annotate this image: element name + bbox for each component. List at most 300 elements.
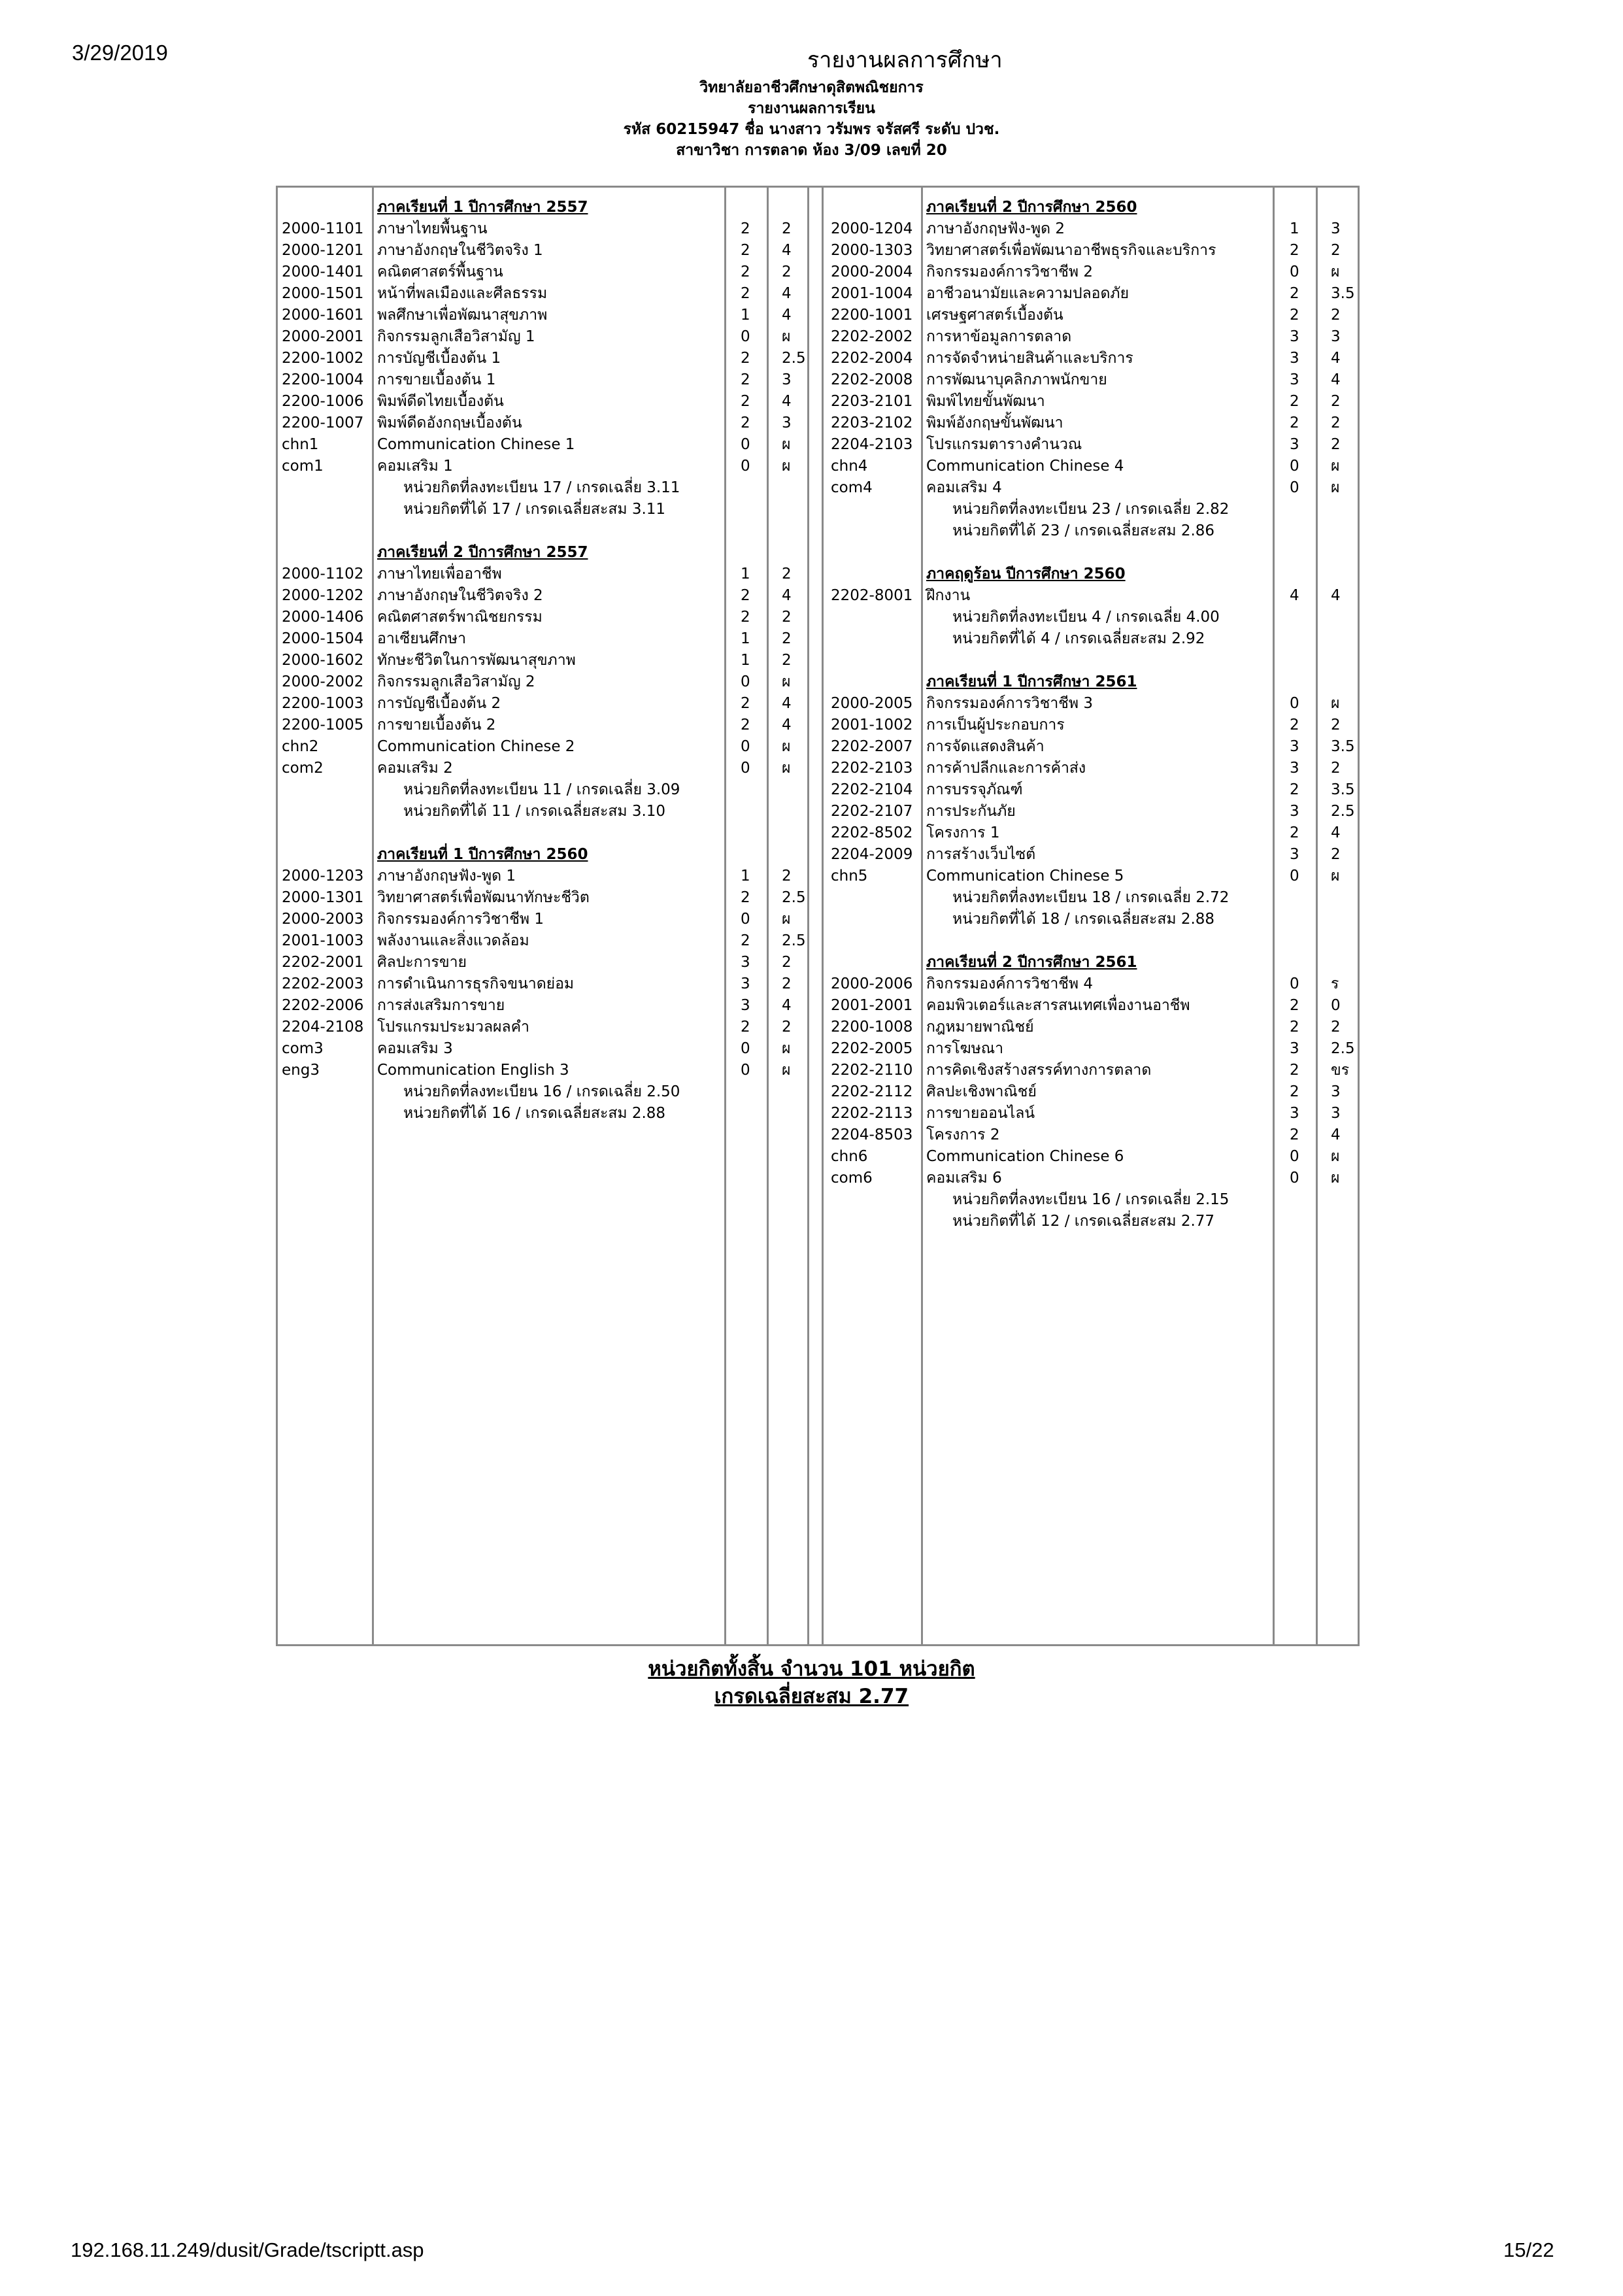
course-grade: 2 — [1331, 1019, 1341, 1036]
course-row — [278, 607, 807, 628]
semester-summary — [827, 607, 1356, 628]
course-row — [827, 1146, 1356, 1168]
course-credit: 0 — [741, 911, 750, 928]
course-row — [827, 585, 1356, 607]
course-credit: 0 — [1290, 263, 1299, 280]
semester-summary — [278, 1103, 807, 1124]
course-code: 2204-8503 — [831, 1126, 913, 1143]
course-grade: 2 — [782, 652, 792, 669]
course-row — [278, 585, 807, 607]
course-code: chn2 — [282, 738, 319, 755]
total-gpa: เกรดเฉลี่ยสะสม 2.77 — [714, 1685, 909, 1708]
course-row — [827, 779, 1356, 801]
course-credit: 2 — [741, 932, 750, 949]
course-grade: 4 — [1331, 587, 1341, 604]
summary-text: หน่วยกิตที่ลงทะเบียน 18 / เกรดเฉลี่ย 2.72 — [952, 889, 1230, 906]
course-name: ภาษาอังกฤษในชีวิตจริง 1 — [377, 242, 543, 259]
course-row — [278, 564, 807, 585]
course-code: 2202-2006 — [282, 997, 364, 1014]
summary-text: หน่วยกิตที่ลงทะเบียน 17 / เกรดเฉลี่ย 3.11 — [403, 479, 680, 496]
course-credit: 1 — [741, 307, 750, 324]
course-row — [827, 434, 1356, 456]
course-name: ทักษะชีวิตในการพัฒนาสุขภาพ — [377, 652, 576, 669]
course-credit: 3 — [1290, 1105, 1299, 1122]
course-name: โครงการ 1 — [926, 824, 1000, 841]
course-grade: 4 — [782, 997, 792, 1014]
course-name: คอมเสริม 4 — [926, 479, 1002, 496]
left-column — [278, 197, 807, 1124]
course-credit: 3 — [741, 975, 750, 992]
semester-heading — [827, 197, 1356, 218]
course-code: 2204-2009 — [831, 846, 913, 863]
course-credit: 2 — [741, 1019, 750, 1036]
course-credit: 3 — [1290, 846, 1299, 863]
course-code: 2000-2004 — [831, 263, 913, 280]
course-grade: 4 — [782, 717, 792, 734]
course-name: กิจกรรมลูกเสือวิสามัญ 1 — [377, 328, 535, 345]
course-name: การจัดจำหน่ายสินค้าและบริการ — [926, 350, 1133, 367]
course-credit: 0 — [741, 458, 750, 475]
course-row — [278, 693, 807, 715]
summary-text: หน่วยกิตที่ได้ 16 / เกรดเฉลี่ยสะสม 2.88 — [403, 1105, 666, 1122]
course-code: 2000-1504 — [282, 630, 364, 647]
course-name: การประกันภัย — [926, 803, 1016, 820]
course-name: การดำเนินการธุรกิจขนาดย่อม — [377, 975, 575, 992]
report-title: รายงานผลการเรียน — [748, 100, 875, 117]
course-name: พิมพ์ดีดอังกฤษเบื้องต้น — [377, 414, 522, 431]
summary-text: หน่วยกิตที่ลงทะเบียน 16 / เกรดเฉลี่ย 2.15 — [952, 1191, 1230, 1208]
course-name: ภาษาไทยพื้นฐาน — [377, 220, 488, 237]
course-grade: 2.5 — [782, 350, 806, 367]
course-code: 2000-1501 — [282, 285, 364, 302]
course-credit: 2 — [741, 371, 750, 388]
course-row — [827, 822, 1356, 844]
course-grade: 4 — [782, 285, 792, 302]
course-row — [278, 326, 807, 348]
course-name: การจัดแสดงสินค้า — [926, 738, 1045, 755]
course-row — [827, 369, 1356, 391]
course-name: วิทยาศาสตร์เพื่อพัฒนาทักษะชีวิต — [377, 889, 590, 906]
header-title: รายงานผลการศึกษา — [807, 47, 1003, 73]
course-code: 2202-8502 — [831, 824, 913, 841]
course-grade: 3 — [1331, 1105, 1341, 1122]
course-code: 2200-1008 — [831, 1019, 913, 1036]
course-grade: 2 — [1331, 760, 1341, 777]
summary-text: หน่วยกิตที่ได้ 12 / เกรดเฉลี่ยสะสม 2.77 — [952, 1213, 1215, 1230]
course-grade: ร — [1331, 975, 1339, 992]
course-credit: 1 — [1290, 220, 1299, 237]
course-code: 2000-1303 — [831, 242, 913, 259]
semester-title: ภาคเรียนที่ 1 ปีการศึกษา 2560 — [377, 846, 588, 863]
course-row — [278, 434, 807, 456]
course-grade: ผ — [1331, 479, 1340, 496]
course-name: คอมพิวเตอร์และสารสนเทศเพื่องานอาชีพ — [926, 997, 1190, 1014]
course-code: 2203-2102 — [831, 414, 913, 431]
course-code: 2202-2107 — [831, 803, 913, 820]
course-credit: 3 — [1290, 371, 1299, 388]
course-grade: 2 — [782, 954, 792, 971]
course-name: การคิดเชิงสร้างสรรค์ทางการตลาด — [926, 1062, 1152, 1079]
semester-summary — [827, 887, 1356, 909]
course-row — [827, 801, 1356, 822]
course-credit: 2 — [741, 414, 750, 431]
course-credit: 2 — [741, 242, 750, 259]
course-grade: 2.5 — [782, 889, 806, 906]
course-name: กฎหมายพาณิชย์ — [926, 1019, 1034, 1036]
course-name: การบรรจุภัณฑ์ — [926, 781, 1023, 798]
course-name: ภาษาอังกฤษฟัง-พูด 1 — [377, 868, 516, 885]
course-grade: 2 — [782, 975, 792, 992]
semester-summary — [827, 1211, 1356, 1232]
course-row — [827, 305, 1356, 326]
course-credit: 3 — [1290, 436, 1299, 453]
course-row — [278, 671, 807, 693]
spacer-row — [278, 520, 807, 542]
course-grade: ผ — [782, 458, 791, 475]
course-name: ศิลปะเชิงพาณิชย์ — [926, 1083, 1037, 1100]
course-row — [827, 218, 1356, 240]
course-name: คอมเสริม 6 — [926, 1170, 1002, 1187]
course-row — [827, 413, 1356, 434]
course-grade: ผ — [782, 1062, 791, 1079]
course-code: 2001-1003 — [282, 932, 364, 949]
course-credit: 2 — [1290, 1126, 1299, 1143]
course-name: การเป็นผู้ประกอบการ — [926, 717, 1065, 734]
course-row — [827, 1038, 1356, 1060]
course-row — [827, 283, 1356, 305]
course-credit: 2 — [741, 220, 750, 237]
semester-heading — [278, 197, 807, 218]
course-code: 2200-1004 — [282, 371, 364, 388]
course-grade: ผ — [782, 436, 791, 453]
course-code: 2000-1202 — [282, 587, 364, 604]
course-grade: 2 — [782, 220, 792, 237]
course-name: Communication Chinese 1 — [377, 436, 575, 453]
course-code: 2200-1005 — [282, 717, 364, 734]
course-name: Communication Chinese 2 — [377, 738, 575, 755]
course-grade: 4 — [782, 307, 792, 324]
summary-text: หน่วยกิตที่ลงทะเบียน 23 / เกรดเฉลี่ย 2.82 — [952, 501, 1230, 518]
course-credit: 2 — [1290, 242, 1299, 259]
course-code: 2202-2002 — [831, 328, 913, 345]
course-row — [278, 1060, 807, 1081]
course-grade: 2 — [1331, 414, 1341, 431]
course-code: 2204-2103 — [831, 436, 913, 453]
school-header — [0, 77, 1623, 161]
course-credit: 0 — [741, 436, 750, 453]
course-code: 2202-2008 — [831, 371, 913, 388]
course-grade: 2 — [1331, 436, 1341, 453]
course-row — [827, 715, 1356, 736]
course-code: 2000-1301 — [282, 889, 364, 906]
course-credit: 2 — [741, 695, 750, 712]
course-name: Communication Chinese 5 — [926, 868, 1124, 885]
semester-title: ภาคเรียนที่ 1 ปีการศึกษา 2557 — [377, 199, 588, 216]
semester-title: ภาคฤดูร้อน ปีการศึกษา 2560 — [926, 566, 1126, 582]
semester-title: ภาคเรียนที่ 2 ปีการศึกษา 2560 — [926, 199, 1137, 216]
course-row — [278, 887, 807, 909]
course-name: กิจกรรมองค์การวิชาชีพ 1 — [377, 911, 544, 928]
course-code: 2200-1001 — [831, 307, 913, 324]
course-credit: 0 — [741, 738, 750, 755]
course-grade: 4 — [1331, 1126, 1341, 1143]
course-name: การค้าปลีกและการค้าส่ง — [926, 760, 1086, 777]
footer-page: 15/22 — [1503, 2238, 1554, 2261]
course-row — [278, 973, 807, 995]
course-name: กิจกรรมองค์การวิชาชีพ 3 — [926, 695, 1093, 712]
course-code: com6 — [831, 1170, 873, 1187]
course-grade: 3.5 — [1331, 738, 1355, 755]
course-credit: 0 — [1290, 695, 1299, 712]
semester-summary — [278, 801, 807, 822]
course-credit: 3 — [1290, 760, 1299, 777]
course-name: ภาษาอังกฤษในชีวิตจริง 2 — [377, 587, 543, 604]
course-grade: ขร — [1331, 1062, 1350, 1079]
course-code: 2000-1201 — [282, 242, 364, 259]
course-grade: 2 — [1331, 242, 1341, 259]
course-credit: 2 — [741, 285, 750, 302]
course-row — [278, 758, 807, 779]
summary-text: หน่วยกิตที่ลงทะเบียน 11 / เกรดเฉลี่ย 3.09 — [403, 781, 680, 798]
course-code: 2000-2003 — [282, 911, 364, 928]
course-row — [827, 348, 1356, 369]
course-credit: 3 — [1290, 328, 1299, 345]
course-credit: 3 — [1290, 738, 1299, 755]
course-credit: 2 — [741, 717, 750, 734]
course-code: 2202-2104 — [831, 781, 913, 798]
course-grade: 2 — [1331, 307, 1341, 324]
course-code: 2200-1007 — [282, 414, 364, 431]
course-name: กิจกรรมลูกเสือวิสามัญ 2 — [377, 673, 535, 690]
course-credit: 0 — [741, 760, 750, 777]
course-grade: ผ — [1331, 1148, 1340, 1165]
course-row — [278, 369, 807, 391]
course-row — [278, 909, 807, 930]
course-row — [278, 628, 807, 650]
course-code: 2200-1003 — [282, 695, 364, 712]
course-code: 2202-2007 — [831, 738, 913, 755]
course-name: คอมเสริม 1 — [377, 458, 453, 475]
course-row — [827, 1124, 1356, 1146]
course-grade: 3 — [1331, 1083, 1341, 1100]
course-grade: ผ — [782, 911, 791, 928]
course-credit: 2 — [741, 263, 750, 280]
course-name: คณิตศาสตร์พาณิชยกรรม — [377, 609, 543, 626]
totals — [0, 1655, 1623, 1710]
course-code: 2000-1101 — [282, 220, 364, 237]
course-code: chn5 — [831, 868, 868, 885]
course-code: 2202-2005 — [831, 1040, 913, 1057]
course-grade: ผ — [1331, 263, 1340, 280]
course-grade: 2 — [782, 1019, 792, 1036]
summary-text: หน่วยกิตที่ลงทะเบียน 16 / เกรดเฉลี่ย 2.50 — [403, 1083, 680, 1100]
course-credit: 1 — [741, 566, 750, 582]
course-name: การส่งเสริมการขาย — [377, 997, 505, 1014]
divider — [822, 188, 824, 1644]
course-credit: 2 — [1290, 1062, 1299, 1079]
course-row — [278, 1038, 807, 1060]
course-row — [827, 758, 1356, 779]
course-credit: 3 — [1290, 803, 1299, 820]
semester-summary — [827, 1189, 1356, 1211]
course-name: การขายเบื้องต้น 2 — [377, 717, 496, 734]
course-grade: 3.5 — [1331, 781, 1355, 798]
footer-url: 192.168.11.249/dusit/Grade/tscriptt.asp — [71, 2238, 424, 2261]
course-name: พิมพ์ไทยขั้นพัฒนา — [926, 393, 1045, 410]
course-credit: 2 — [1290, 1019, 1299, 1036]
course-grade: 2 — [782, 868, 792, 885]
course-credit: 0 — [741, 673, 750, 690]
course-credit: 0 — [1290, 975, 1299, 992]
course-credit: 1 — [741, 868, 750, 885]
course-credit: 0 — [741, 1062, 750, 1079]
course-row — [827, 1017, 1356, 1038]
course-code: 2202-2003 — [282, 975, 364, 992]
course-grade: ผ — [1331, 1170, 1340, 1187]
course-row — [278, 952, 807, 973]
semester-summary — [278, 499, 807, 520]
course-code: 2202-8001 — [831, 587, 913, 604]
divider — [807, 188, 809, 1644]
summary-text: หน่วยกิตที่ลงทะเบียน 4 / เกรดเฉลี่ย 4.00 — [952, 609, 1220, 626]
course-name: พลศึกษาเพื่อพัฒนาสุขภาพ — [377, 307, 548, 324]
course-grade: 2 — [1331, 717, 1341, 734]
semester-summary — [827, 628, 1356, 650]
course-row — [278, 218, 807, 240]
course-code: 2202-2110 — [831, 1062, 913, 1079]
course-grade: 2 — [782, 630, 792, 647]
course-grade: 3 — [1331, 328, 1341, 345]
course-code: 2204-2108 — [282, 1019, 364, 1036]
course-code: 2000-1401 — [282, 263, 364, 280]
course-grade: 4 — [1331, 371, 1341, 388]
course-row — [827, 477, 1356, 499]
course-credit: 2 — [1290, 717, 1299, 734]
course-credit: 3 — [741, 954, 750, 971]
course-name: พิมพ์อังกฤษขั้นพัฒนา — [926, 414, 1063, 431]
course-code: com2 — [282, 760, 324, 777]
course-grade: ผ — [782, 738, 791, 755]
course-code: chn6 — [831, 1148, 868, 1165]
course-name: ภาษาไทยเพื่ออาชีพ — [377, 566, 502, 582]
course-grade: 2 — [782, 566, 792, 582]
course-credit: 2 — [1290, 307, 1299, 324]
course-code: 2202-2113 — [831, 1105, 913, 1122]
course-row — [827, 866, 1356, 887]
course-name: โครงการ 2 — [926, 1126, 1000, 1143]
summary-text: หน่วยกิตที่ได้ 17 / เกรดเฉลี่ยสะสม 3.11 — [403, 501, 666, 518]
course-name: หน้าที่พลเมืองและศีลธรรม — [377, 285, 548, 302]
spacer-row — [827, 542, 1356, 564]
course-name: การสร้างเว็บไซต์ — [926, 846, 1036, 863]
course-name: อาเซียนศึกษา — [377, 630, 467, 647]
course-code: 2200-1002 — [282, 350, 364, 367]
course-credit: 1 — [741, 652, 750, 669]
course-name: พลังงานและสิ่งแวดล้อม — [377, 932, 529, 949]
course-name: การโฆษณา — [926, 1040, 1004, 1057]
course-row — [278, 456, 807, 477]
course-row — [827, 973, 1356, 995]
course-code: chn1 — [282, 436, 319, 453]
course-name: การบัญชีเบื้องต้น 2 — [377, 695, 501, 712]
course-credit: 0 — [1290, 868, 1299, 885]
course-row — [278, 305, 807, 326]
course-code: 2000-2006 — [831, 975, 913, 992]
course-row — [278, 995, 807, 1017]
course-name: โปรแกรมประมวลผลคำ — [377, 1019, 529, 1036]
course-row — [278, 715, 807, 736]
course-grade: ผ — [782, 328, 791, 345]
course-grade: 4 — [782, 695, 792, 712]
course-name: พิมพ์ดีดไทยเบื้องต้น — [377, 393, 504, 410]
student-info: รหัส 60215947 ชื่อ นางสาว วรัมพร จรัสศรี ระดับ ปวช. — [623, 121, 1000, 138]
course-name: คอมเสริม 3 — [377, 1040, 453, 1057]
course-grade: 2.5 — [1331, 1040, 1355, 1057]
course-name: การพัฒนาบุคลิกภาพนักขาย — [926, 371, 1107, 388]
course-credit: 3 — [1290, 350, 1299, 367]
course-row — [278, 736, 807, 758]
course-grade: 3 — [782, 371, 792, 388]
course-name: การบัญชีเบื้องต้น 1 — [377, 350, 501, 367]
course-code: eng3 — [282, 1062, 320, 1079]
course-row — [278, 391, 807, 413]
course-credit: 3 — [1290, 1040, 1299, 1057]
school-name: วิทยาลัยอาชีวศึกษาดุสิตพณิชยการ — [699, 79, 924, 96]
semester-summary — [827, 499, 1356, 520]
semester-summary — [827, 520, 1356, 542]
course-row — [278, 240, 807, 262]
course-row — [278, 650, 807, 671]
course-credit: 0 — [1290, 458, 1299, 475]
course-credit: 2 — [741, 609, 750, 626]
course-name: กิจกรรมองค์การวิชาชีพ 4 — [926, 975, 1093, 992]
course-row — [827, 391, 1356, 413]
course-credit: 2 — [741, 587, 750, 604]
course-grade: 3 — [782, 414, 792, 431]
course-code: 2000-1203 — [282, 868, 364, 885]
course-credit: 2 — [1290, 824, 1299, 841]
course-grade: 4 — [782, 242, 792, 259]
course-row — [827, 1103, 1356, 1124]
course-name: ศิลปะการขาย — [377, 954, 467, 971]
summary-text: หน่วยกิตที่ได้ 4 / เกรดเฉลี่ยสะสม 2.92 — [952, 630, 1205, 647]
transcript-table — [276, 186, 1360, 1646]
course-name: คอมเสริม 2 — [377, 760, 453, 777]
semester-heading — [278, 542, 807, 564]
course-row — [278, 1017, 807, 1038]
course-code: chn4 — [831, 458, 868, 475]
header-date: 3/29/2019 — [72, 41, 168, 65]
summary-text: หน่วยกิตที่ได้ 18 / เกรดเฉลี่ยสะสม 2.88 — [952, 911, 1215, 928]
course-grade: 2 — [782, 263, 792, 280]
semester-title: ภาคเรียนที่ 2 ปีการศึกษา 2561 — [926, 954, 1137, 971]
course-name: ภาษาอังกฤษฟัง-พูด 2 — [926, 220, 1065, 237]
course-row — [827, 844, 1356, 866]
course-credit: 4 — [1290, 587, 1299, 604]
spacer-row — [278, 822, 807, 844]
spacer-row — [827, 650, 1356, 671]
course-credit: 2 — [1290, 997, 1299, 1014]
course-code: 2000-1204 — [831, 220, 913, 237]
course-code: 2200-1006 — [282, 393, 364, 410]
course-row — [827, 326, 1356, 348]
course-name: Communication Chinese 6 — [926, 1148, 1124, 1165]
course-credit: 3 — [741, 997, 750, 1014]
course-name: การขายออนไลน์ — [926, 1105, 1035, 1122]
course-code: 2001-1002 — [831, 717, 913, 734]
course-row — [278, 866, 807, 887]
course-grade: 4 — [1331, 824, 1341, 841]
